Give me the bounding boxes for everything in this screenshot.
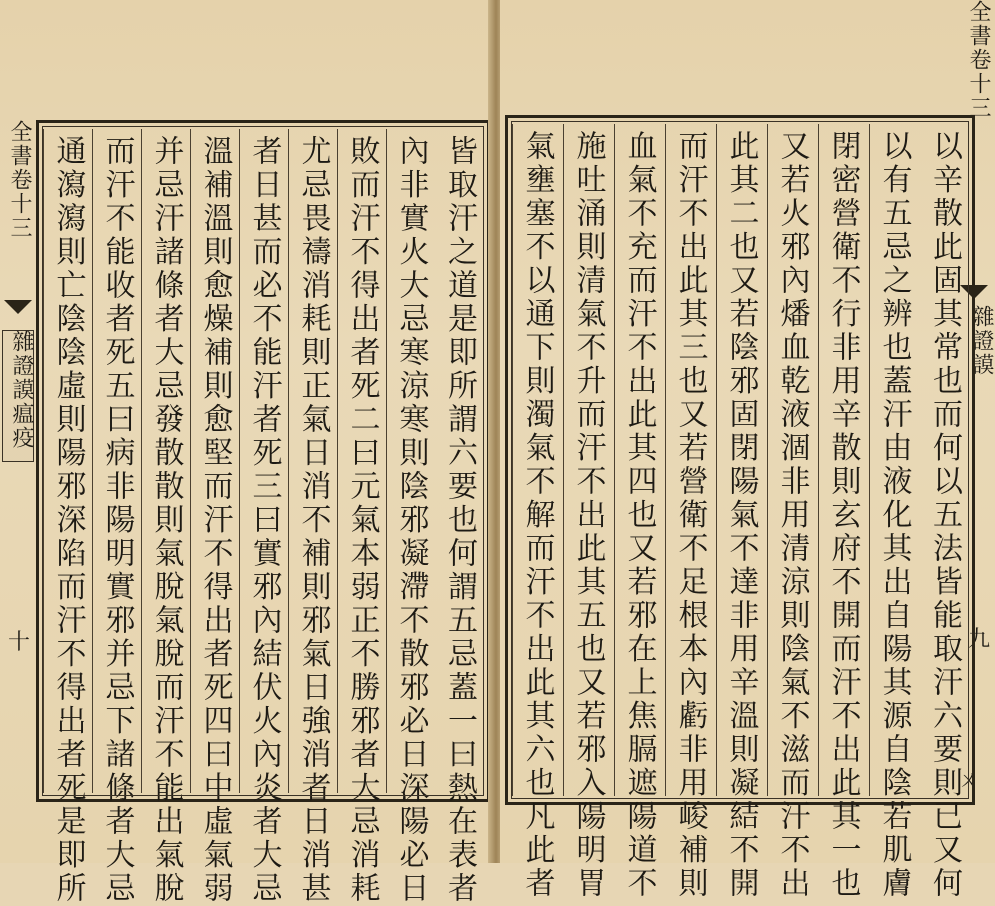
text-column [386, 129, 434, 906]
right-page-number: 九 [968, 627, 991, 652]
text-column [920, 124, 968, 901]
column-text: 血氣不充而汗不出此其四也又若邪在上焦膈遮陽道不 [621, 130, 657, 901]
column-text: 氣壅塞不以通下則濁氣不解而汗不出此其六也凡此者 [519, 130, 555, 901]
column-text: 敗而汗不得出者死二曰元氣本弱正不勝邪者大忌消耗 [344, 135, 380, 906]
right-corner-mark: ㄨ [958, 768, 981, 793]
text-column [716, 124, 764, 901]
column-text: 而汗不能收者死五曰病非陽明實邪并忌下諸條者大忌 [99, 135, 135, 906]
column-text: 施吐涌則清氣不升而汗不出此其五也又若邪入陽明胃 [570, 130, 606, 901]
left-page-number: 十 [8, 630, 31, 655]
text-column [435, 129, 483, 906]
text-column [92, 129, 140, 906]
column-text: 者日甚而必不能汗者死三曰實邪內結伏火內炎者大忌 [246, 135, 282, 906]
text-column [43, 129, 91, 906]
right-text-frame [505, 115, 975, 901]
text-column [239, 129, 287, 906]
column-text: 以辛散此固其常也而何以五法皆能取汗六要則已又何 [927, 130, 962, 901]
text-column [665, 124, 713, 901]
text-column [563, 124, 611, 901]
column-text: 皆取汗之道是即所謂六要也何謂五忌蓋一曰熱在表者 [442, 135, 477, 906]
text-column [190, 129, 238, 906]
text-column [767, 124, 815, 901]
left-text-frame [36, 120, 490, 906]
column-text: 而汗不出此其三也又若營衛不足根本內虧非用峻補則 [672, 130, 708, 901]
text-column [141, 129, 189, 906]
column-text: 溫補溫則愈燥補則愈堅而汗不得出者死四曰中虛氣弱 [197, 135, 233, 906]
right-spine-title: 全書卷十三 [966, 0, 991, 120]
left-spine-title: 全書卷十三 [7, 120, 32, 240]
left-page [0, 0, 492, 906]
text-column [818, 124, 866, 901]
text-column [614, 124, 662, 901]
left-spine-subtitle: 雜證謨瘟疫 [9, 330, 34, 450]
text-column [512, 124, 560, 901]
column-text: 通瀉瀉則亡陰陰虛則陽邪深陷而汗不得出者死是即所 [50, 135, 86, 906]
column-text: 以有五忌之辨也蓋汗由液化其出自陽其源自陰若肌膚 [876, 130, 912, 901]
right-spine-subtitle: 雜證謨 [969, 305, 994, 377]
column-text: 又若火邪內燔血乾液涸非用清涼則陰氣不滋而汗不出 [774, 130, 810, 901]
column-text: 閉密營衛不行非用辛散則玄府不開而汗不出此其一也 [825, 130, 861, 901]
text-column [288, 129, 336, 906]
column-text: 尤忌畏禱消耗則正氣日消不補則邪氣日強消者日消甚 [295, 135, 331, 906]
column-text: 內非實火大忌寒涼寒則陰邪凝滯不散邪必日深陽必日 [393, 135, 429, 906]
text-column [869, 124, 917, 901]
column-text: 并忌汗諸條者大忌發散散則氣脫氣脫而汗不能出氣脫 [148, 135, 184, 906]
left-fold-mark [4, 300, 32, 314]
text-column [337, 129, 385, 906]
column-text: 此其二也又若陰邪固閉陽氣不達非用辛溫則凝結不開 [723, 130, 759, 901]
